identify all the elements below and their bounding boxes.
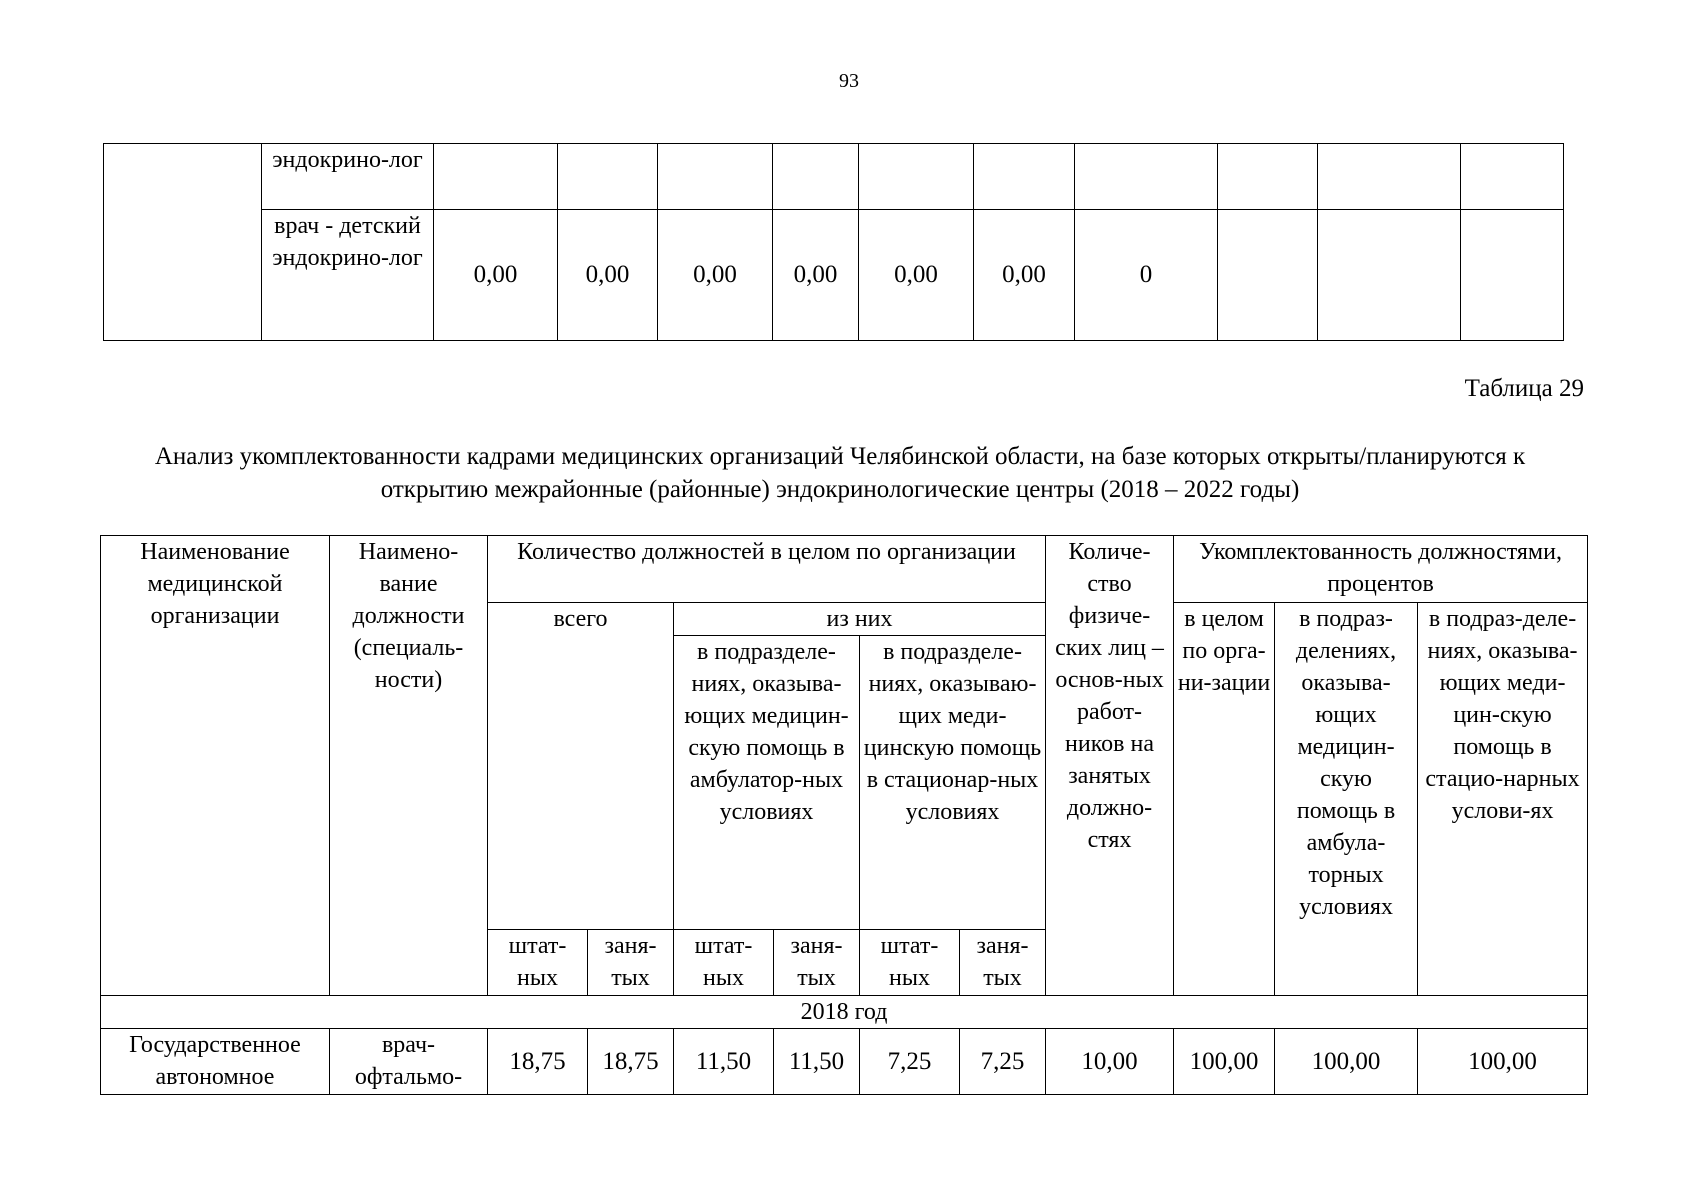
value-cell: 0,00 (773, 210, 859, 341)
header-inpatient: в подразделе-ниях, оказываю-щих меди-цинскую помощь в стационар-ных условиях (860, 636, 1046, 930)
year-cell: 2018 год (101, 996, 1588, 1029)
header-staff: штат-ных (860, 930, 960, 996)
header-staff: штат-ных (674, 930, 774, 996)
header-occupied: заня-тых (960, 930, 1046, 996)
header-occupied: заня-тых (588, 930, 674, 996)
table-title: Анализ укомплектованности кадрами медицинских организаций Челябинской области, на базе которых открыты/планируются к открытию межрайонные (районные) эндокринологические центры (2018 – 2022 годы) (154, 443, 1526, 503)
value-cell (1218, 210, 1318, 341)
table-label: Таблица 29 (1464, 375, 1584, 402)
position-cell: врач - детский эндокрино-лог (262, 210, 434, 341)
value-cell (974, 144, 1075, 210)
page-number: 93 (839, 70, 859, 92)
value-cell (1318, 210, 1461, 341)
value-cell (1318, 144, 1461, 210)
value-cell: 0,00 (434, 210, 558, 341)
continued-table (103, 143, 1564, 341)
header-staff: штат-ных (488, 930, 588, 996)
value-cell: 7,25 (960, 1029, 1046, 1095)
position-cell: врач-офтальмо- (330, 1029, 488, 1095)
value-cell: 11,50 (774, 1029, 860, 1095)
header-positions-count: Количество должностей в целом по организации (488, 536, 1046, 603)
value-cell: 0,00 (658, 210, 773, 341)
value-cell (1218, 144, 1318, 210)
org-name-cell: Государственное автономное (101, 1029, 330, 1095)
value-cell: 0,00 (558, 210, 658, 341)
value-cell: 10,00 (1046, 1029, 1174, 1095)
value-cell: 0,00 (859, 210, 974, 341)
header-ambulatory: в подразделе-ниях, оказыва-ющих медицин-скую помощь в амбулатор-ных условиях (674, 636, 860, 930)
header-individuals: Количе-ство физиче-ских лиц – основ-ных работ-ников на занятых должно-стях (1046, 536, 1174, 996)
table-row (104, 144, 1564, 210)
header-staffing: Укомплектованность должностями, процентов (1174, 536, 1588, 603)
position-cell: эндокрино-лог (262, 144, 434, 210)
value-cell (773, 144, 859, 210)
header-org-name: Наименование медицинской организации (101, 536, 330, 996)
value-cell: 18,75 (488, 1029, 588, 1095)
value-cell: 7,25 (860, 1029, 960, 1095)
value-cell (658, 144, 773, 210)
header-staffing-inpatient: в подраз-деле-ниях, оказыва-ющих меди-цин-скую помощь в стацио-нарных услови-ях (1418, 603, 1588, 996)
table-row (104, 210, 1564, 341)
year-row (101, 996, 1588, 1029)
header-total: всего (488, 603, 674, 930)
value-cell (434, 144, 558, 210)
value-cell: 0,00 (974, 210, 1075, 341)
header-row (101, 536, 1588, 603)
value-cell: 100,00 (1174, 1029, 1275, 1095)
header-occupied: заня-тых (774, 930, 860, 996)
value-cell (1461, 144, 1564, 210)
value-cell: 100,00 (1418, 1029, 1588, 1095)
table-row (101, 1029, 1588, 1095)
value-cell: 11,50 (674, 1029, 774, 1095)
value-cell (859, 144, 974, 210)
header-of-them: из них (674, 603, 1046, 636)
value-cell (1461, 210, 1564, 341)
org-name-cell (104, 144, 262, 341)
staffing-table (100, 535, 1588, 1095)
value-cell: 18,75 (588, 1029, 674, 1095)
header-staffing-ambulatory: в подраз-делениях, оказыва-ющих медицин-скую помощь в амбула-торных условиях (1275, 603, 1418, 996)
value-cell: 0 (1075, 210, 1218, 341)
header-position-name: Наимено-вание должности (специаль-ности) (330, 536, 488, 996)
value-cell (1075, 144, 1218, 210)
value-cell (558, 144, 658, 210)
value-cell: 100,00 (1275, 1029, 1418, 1095)
header-staffing-total: в целом по орга-ни-зации (1174, 603, 1275, 996)
